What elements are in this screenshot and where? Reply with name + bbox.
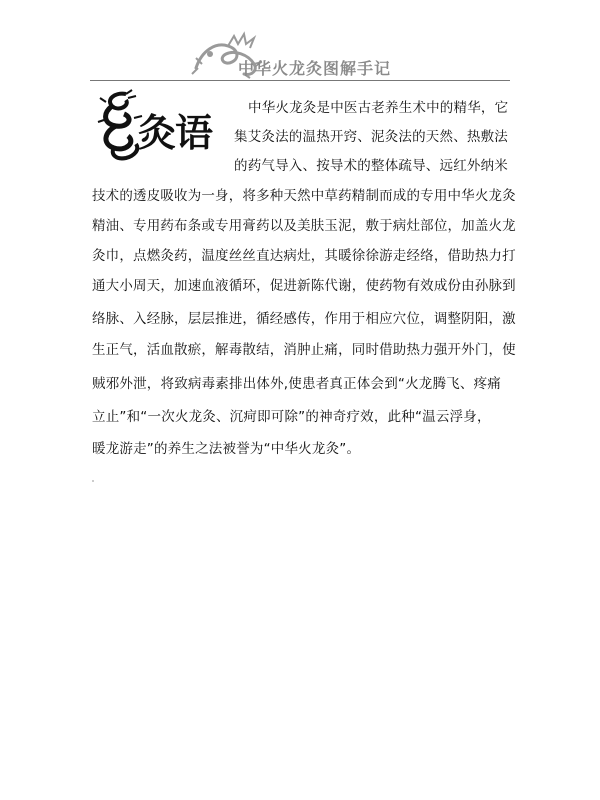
document-title: 中华火龙灸图解手记 xyxy=(238,59,392,78)
body-line: 技术的透皮吸收为一身，将多种天然中草药精制而成的专用中华火龙灸 xyxy=(92,188,516,204)
scan-speck xyxy=(92,480,94,482)
body-line: 络脉、入经脉，层层推进，循经感传，作用于相应穴位，调整阴阳，激 xyxy=(92,311,516,327)
header-divider xyxy=(90,80,510,81)
body-line: 中华火龙灸是中医古老养生术中的精华，它 xyxy=(248,100,509,116)
body-line: 集艾灸法的温热开窍、泥灸法的天然、热敷法 xyxy=(234,129,508,145)
body-line: 灸巾，点燃灸药，温度丝丝直达病灶，其暖徐徐游走经络，借助热力打 xyxy=(92,248,516,264)
body-line: 生正气，活血散瘀，解毒散结，消肿止痛，同时借助热力强开外门，使 xyxy=(92,342,516,358)
body-line: 暖龙游走”的养生之法被誉为“中华火龙灸”。 xyxy=(92,441,361,457)
body-line: 通大小周天，加速血液循环，促进新陈代谢，使药物有效成份由孙脉到 xyxy=(92,278,516,294)
body-line: 立止”和“一次火龙灸、沉疴即可除”的神奇疗效，此种“温云浮身， xyxy=(92,409,491,425)
body-line: 贼邪外泄，将致病毒素排出体外,使患者真正体会到“火龙腾飞、疼痛 xyxy=(92,376,501,392)
body-line: 精油、专用药布条或专用膏药以及美肤玉泥，敷于病灶部位，加盖火龙 xyxy=(92,218,516,234)
page-header xyxy=(90,28,510,84)
body-line: 的药气导入、按导术的整体疏导、远红外纳米 xyxy=(234,158,508,174)
emblem-text: 灸语 xyxy=(138,110,213,155)
moxibustion-emblem xyxy=(96,88,226,168)
